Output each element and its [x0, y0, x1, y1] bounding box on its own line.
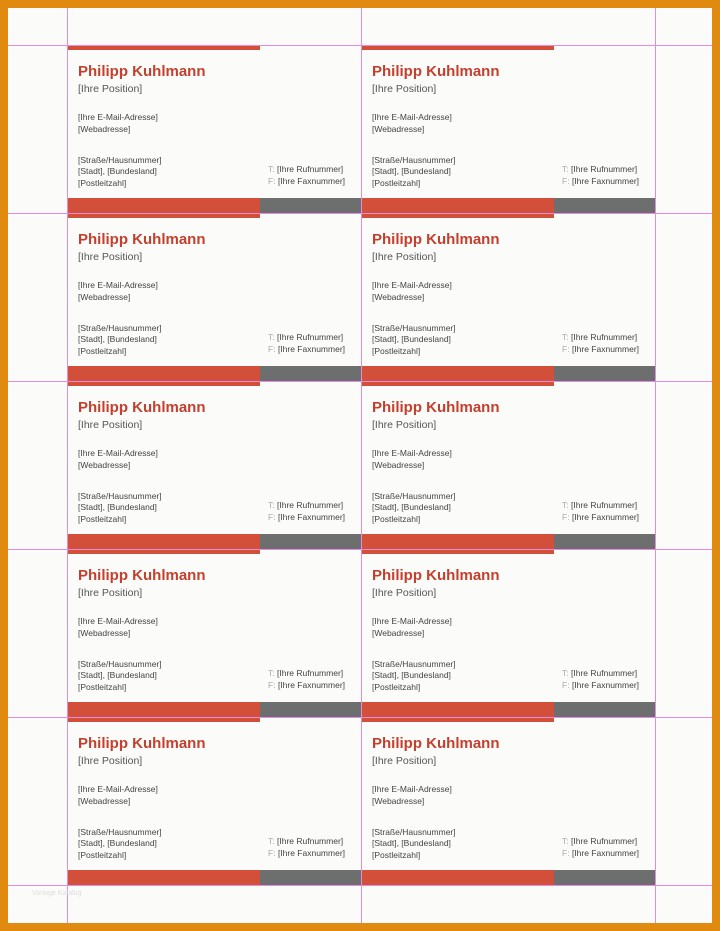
card-fax[interactable]: [268, 176, 345, 186]
card-top-accent-bar: [68, 214, 260, 218]
guide-line-horizontal: [8, 549, 712, 550]
phone-value: [Ihre Rufnummer]: [571, 500, 638, 510]
card-bottom-grey-bar: [260, 198, 362, 214]
fax-prefix: F:: [562, 680, 570, 690]
card-city[interactable]: [Stadt], [Bundesland]: [78, 670, 157, 680]
phone-value: [Ihre Rufnummer]: [571, 332, 638, 342]
phone-prefix: T:: [562, 332, 569, 342]
fax-value: [Ihre Faxnummer]: [277, 344, 346, 354]
business-card: [362, 46, 656, 214]
footer-note: Vorlage Katalog: [32, 890, 82, 897]
business-card: [68, 46, 362, 214]
card-zip[interactable]: [Postleitzahl]: [372, 514, 421, 524]
phone-value: [Ihre Rufnummer]: [277, 668, 344, 678]
card-website[interactable]: [Webadresse]: [372, 292, 425, 302]
card-zip[interactable]: [Postleitzahl]: [78, 682, 127, 692]
card-bottom-grey-bar: [260, 702, 362, 718]
card-email[interactable]: [Ihre E-Mail-Adresse]: [78, 448, 158, 458]
card-name[interactable]: Philipp Kuhlmann: [372, 735, 500, 752]
card-bottom-accent-bar: [68, 198, 260, 214]
card-name[interactable]: Philipp Kuhlmann: [78, 63, 206, 80]
card-position[interactable]: [Ihre Position]: [78, 83, 143, 95]
phone-prefix: T:: [562, 164, 569, 174]
fax-value: [Ihre Faxnummer]: [571, 176, 640, 186]
card-name[interactable]: Philipp Kuhlmann: [78, 735, 206, 752]
card-fax[interactable]: [562, 344, 639, 354]
card-position[interactable]: [Ihre Position]: [78, 587, 143, 599]
phone-value: [Ihre Rufnummer]: [571, 668, 638, 678]
card-street[interactable]: [Straße/Hausnummer]: [372, 323, 456, 333]
card-phone[interactable]: [268, 332, 343, 342]
fax-value: [Ihre Faxnummer]: [277, 848, 346, 858]
card-zip[interactable]: [Postleitzahl]: [372, 850, 421, 860]
card-bottom-accent-bar: [362, 198, 554, 214]
card-top-accent-bar: [362, 718, 554, 722]
card-phone[interactable]: [562, 332, 637, 342]
card-phone[interactable]: [268, 668, 343, 678]
phone-prefix: T:: [562, 668, 569, 678]
card-city[interactable]: [Stadt], [Bundesland]: [78, 166, 157, 176]
card-top-accent-bar: [362, 46, 554, 50]
card-position[interactable]: [Ihre Position]: [372, 755, 437, 767]
card-website[interactable]: [Webadresse]: [78, 124, 131, 134]
guide-line-horizontal: [8, 885, 712, 886]
card-phone[interactable]: [268, 836, 343, 846]
card-city[interactable]: [Stadt], [Bundesland]: [78, 334, 157, 344]
card-city[interactable]: [Stadt], [Bundesland]: [78, 502, 157, 512]
card-phone[interactable]: [268, 164, 343, 174]
business-card: [362, 718, 656, 886]
card-top-accent-bar: [362, 214, 554, 218]
fax-value: [Ihre Faxnummer]: [571, 848, 640, 858]
card-bottom-accent-bar: [362, 870, 554, 886]
card-zip[interactable]: [Postleitzahl]: [372, 682, 421, 692]
business-card: [68, 382, 362, 550]
card-name[interactable]: Philipp Kuhlmann: [78, 567, 206, 584]
phone-value: [Ihre Rufnummer]: [277, 332, 344, 342]
guide-line-vertical: [361, 8, 362, 923]
guide-line-vertical: [67, 8, 68, 923]
phone-prefix: T:: [268, 836, 275, 846]
fax-prefix: F:: [562, 176, 570, 186]
phone-value: [Ihre Rufnummer]: [571, 164, 638, 174]
card-website[interactable]: [Webadresse]: [78, 460, 131, 470]
card-city[interactable]: [Stadt], [Bundesland]: [372, 670, 451, 680]
card-top-accent-bar: [362, 382, 554, 386]
card-website[interactable]: [Webadresse]: [372, 460, 425, 470]
card-name[interactable]: Philipp Kuhlmann: [372, 399, 500, 416]
card-website[interactable]: [Webadresse]: [78, 796, 131, 806]
card-email[interactable]: [Ihre E-Mail-Adresse]: [78, 784, 158, 794]
card-website[interactable]: [Webadresse]: [78, 292, 131, 302]
card-city[interactable]: [Stadt], [Bundesland]: [78, 838, 157, 848]
phone-prefix: T:: [268, 164, 275, 174]
card-position[interactable]: [Ihre Position]: [78, 419, 143, 431]
fax-prefix: F:: [268, 176, 276, 186]
card-zip[interactable]: [Postleitzahl]: [78, 850, 127, 860]
card-street[interactable]: [Straße/Hausnummer]: [78, 155, 162, 165]
card-zip[interactable]: [Postleitzahl]: [78, 178, 127, 188]
fax-prefix: F:: [268, 848, 276, 858]
card-website[interactable]: [Webadresse]: [372, 628, 425, 638]
card-street[interactable]: [Straße/Hausnummer]: [78, 323, 162, 333]
card-email[interactable]: [Ihre E-Mail-Adresse]: [372, 616, 452, 626]
fax-value: [Ihre Faxnummer]: [277, 680, 346, 690]
business-card: [362, 382, 656, 550]
phone-prefix: T:: [268, 668, 275, 678]
card-position[interactable]: [Ihre Position]: [372, 251, 437, 263]
card-bottom-grey-bar: [554, 702, 656, 718]
card-name[interactable]: Philipp Kuhlmann: [78, 231, 206, 248]
card-city[interactable]: [Stadt], [Bundesland]: [372, 838, 451, 848]
fax-prefix: F:: [268, 680, 276, 690]
phone-prefix: T:: [268, 332, 275, 342]
label-sheet: [8, 8, 712, 923]
card-street[interactable]: [Straße/Hausnummer]: [372, 491, 456, 501]
card-top-accent-bar: [68, 550, 260, 554]
card-bottom-accent-bar: [362, 702, 554, 718]
business-card: [68, 550, 362, 718]
card-bottom-grey-bar: [260, 870, 362, 886]
card-website[interactable]: [Webadresse]: [372, 796, 425, 806]
business-card: [362, 214, 656, 382]
card-bottom-accent-bar: [68, 534, 260, 550]
card-street[interactable]: [Straße/Hausnummer]: [372, 659, 456, 669]
card-email[interactable]: [Ihre E-Mail-Adresse]: [78, 280, 158, 290]
card-phone[interactable]: [562, 164, 637, 174]
card-street[interactable]: [Straße/Hausnummer]: [78, 491, 162, 501]
phone-prefix: T:: [562, 500, 569, 510]
card-bottom-grey-bar: [554, 534, 656, 550]
card-email[interactable]: [Ihre E-Mail-Adresse]: [78, 112, 158, 122]
card-bottom-grey-bar: [554, 366, 656, 382]
card-street[interactable]: [Straße/Hausnummer]: [78, 827, 162, 837]
card-bottom-accent-bar: [362, 534, 554, 550]
card-fax[interactable]: [268, 512, 345, 522]
fax-value: [Ihre Faxnummer]: [277, 512, 346, 522]
card-fax[interactable]: [268, 344, 345, 354]
card-street[interactable]: [Straße/Hausnummer]: [78, 659, 162, 669]
card-website[interactable]: [Webadresse]: [372, 124, 425, 134]
card-street[interactable]: [Straße/Hausnummer]: [372, 827, 456, 837]
card-fax[interactable]: [562, 176, 639, 186]
guide-line-horizontal: [8, 717, 712, 718]
fax-prefix: F:: [562, 512, 570, 522]
card-email[interactable]: [Ihre E-Mail-Adresse]: [372, 112, 452, 122]
card-phone[interactable]: [562, 668, 637, 678]
card-bottom-grey-bar: [260, 366, 362, 382]
phone-value: [Ihre Rufnummer]: [277, 500, 344, 510]
fax-value: [Ihre Faxnummer]: [571, 344, 640, 354]
card-city[interactable]: [Stadt], [Bundesland]: [372, 166, 451, 176]
card-bottom-grey-bar: [554, 870, 656, 886]
card-top-accent-bar: [68, 46, 260, 50]
card-name[interactable]: Philipp Kuhlmann: [78, 399, 206, 416]
card-name[interactable]: Philipp Kuhlmann: [372, 567, 500, 584]
card-email[interactable]: [Ihre E-Mail-Adresse]: [372, 784, 452, 794]
fax-prefix: F:: [562, 848, 570, 858]
business-card: [362, 550, 656, 718]
card-bottom-grey-bar: [260, 534, 362, 550]
card-city[interactable]: [Stadt], [Bundesland]: [372, 502, 451, 512]
fax-value: [Ihre Faxnummer]: [571, 680, 640, 690]
card-phone[interactable]: [562, 500, 637, 510]
card-position[interactable]: [Ihre Position]: [78, 755, 143, 767]
card-city[interactable]: [Stadt], [Bundesland]: [372, 334, 451, 344]
fax-prefix: F:: [562, 344, 570, 354]
card-email[interactable]: [Ihre E-Mail-Adresse]: [372, 448, 452, 458]
business-card: [68, 718, 362, 886]
card-email[interactable]: [Ihre E-Mail-Adresse]: [372, 280, 452, 290]
phone-value: [Ihre Rufnummer]: [277, 836, 344, 846]
guide-line-horizontal: [8, 213, 712, 214]
card-bottom-grey-bar: [554, 198, 656, 214]
guide-line-horizontal: [8, 45, 712, 46]
card-zip[interactable]: [Postleitzahl]: [372, 178, 421, 188]
card-fax[interactable]: [268, 680, 345, 690]
card-fax[interactable]: [268, 848, 345, 858]
fax-value: [Ihre Faxnummer]: [277, 176, 346, 186]
card-fax[interactable]: [562, 848, 639, 858]
card-top-accent-bar: [68, 718, 260, 722]
card-fax[interactable]: [562, 512, 639, 522]
guide-line-vertical: [655, 8, 656, 923]
phone-prefix: T:: [268, 500, 275, 510]
card-position[interactable]: [Ihre Position]: [78, 251, 143, 263]
guide-line-horizontal: [8, 381, 712, 382]
card-bottom-accent-bar: [68, 702, 260, 718]
card-website[interactable]: [Webadresse]: [78, 628, 131, 638]
card-name[interactable]: Philipp Kuhlmann: [372, 63, 500, 80]
card-top-accent-bar: [362, 550, 554, 554]
card-bottom-accent-bar: [68, 870, 260, 886]
card-phone[interactable]: [562, 836, 637, 846]
card-fax[interactable]: [562, 680, 639, 690]
fax-value: [Ihre Faxnummer]: [571, 512, 640, 522]
card-name[interactable]: Philipp Kuhlmann: [372, 231, 500, 248]
card-zip[interactable]: [Postleitzahl]: [78, 514, 127, 524]
card-zip[interactable]: [Postleitzahl]: [78, 346, 127, 356]
phone-value: [Ihre Rufnummer]: [277, 164, 344, 174]
card-position[interactable]: [Ihre Position]: [372, 83, 437, 95]
card-bottom-accent-bar: [362, 366, 554, 382]
card-top-accent-bar: [68, 382, 260, 386]
card-zip[interactable]: [Postleitzahl]: [372, 346, 421, 356]
card-phone[interactable]: [268, 500, 343, 510]
fax-prefix: F:: [268, 344, 276, 354]
card-position[interactable]: [Ihre Position]: [372, 587, 437, 599]
card-street[interactable]: [Straße/Hausnummer]: [372, 155, 456, 165]
card-email[interactable]: [Ihre E-Mail-Adresse]: [78, 616, 158, 626]
fax-prefix: F:: [268, 512, 276, 522]
business-card: [68, 214, 362, 382]
card-bottom-accent-bar: [68, 366, 260, 382]
card-position[interactable]: [Ihre Position]: [372, 419, 437, 431]
phone-prefix: T:: [562, 836, 569, 846]
phone-value: [Ihre Rufnummer]: [571, 836, 638, 846]
